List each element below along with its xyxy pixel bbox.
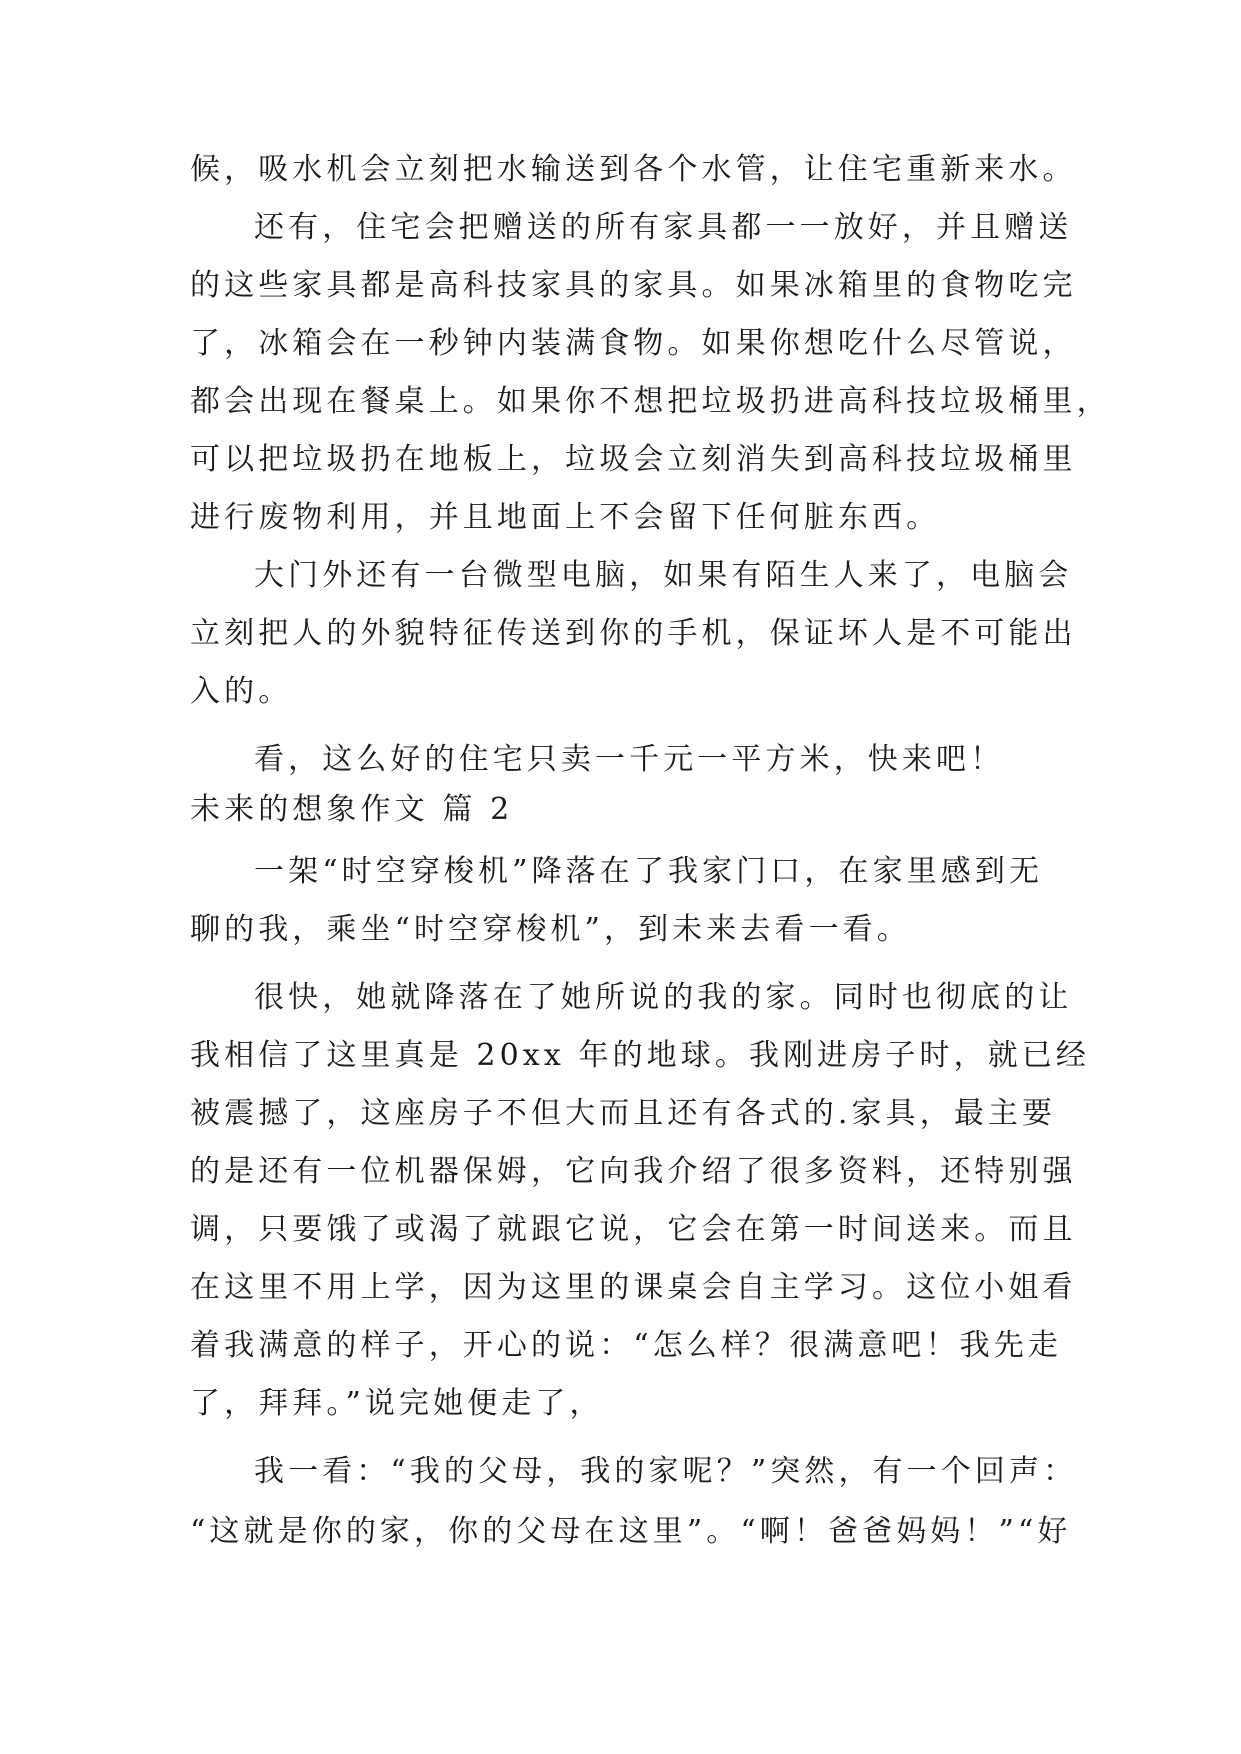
text-line: “这就是你的家，你的父母在这里”。“啊！爸爸妈妈！”“好 — [190, 1514, 1072, 1549]
paragraph-start-line: 很快，她就降落在了她所说的我的家。同时也彻底的让 — [254, 980, 1073, 1015]
section-heading: 未来的想象作文 篇 2 — [190, 792, 514, 827]
text-line: 立刻把人的外貌特征传送到你的手机，保证坏人是不可能出 — [190, 616, 1077, 651]
text-line: 的这些家具都是高科技家具的家具。如果冰箱里的食物吃完 — [190, 268, 1077, 303]
paragraph-start-line: 还有，住宅会把赠送的所有家具都一一放好，并且赠送 — [254, 210, 1073, 245]
paragraph-start-line: 看，这么好的住宅只卖一千元一平方米，快来吧！ — [254, 742, 1005, 777]
text-line: 了，冰箱会在一秒钟内装满食物。如果你想吃什么尽管说， — [190, 326, 1077, 361]
paragraph-start-line: 大门外还有一台微型电脑，如果有陌生人来了，电脑会 — [254, 558, 1073, 593]
text-line: 我相信了这里真是 20xx 年的地球。我刚进房子时，就已经 — [190, 1038, 1090, 1073]
text-line: 在这里不用上学，因为这里的课桌会自主学习。这位小姐看 — [190, 1270, 1077, 1305]
paragraph-start-line: 一架“时空穿梭机”降落在了我家门口，在家里感到无 — [254, 854, 1044, 889]
text-line: 入的。 — [190, 674, 293, 709]
text-line: 进行废物利用，并且地面上不会留下任何脏东西。 — [190, 500, 941, 535]
text-line: 被震撼了，这座房子不但大而且还有各式的.家具，最主要 — [190, 1096, 1057, 1131]
text-line: 调，只要饿了或渴了就跟它说，它会在第一时间送来。而且 — [190, 1212, 1077, 1247]
text-line: 候，吸水机会立刻把水输送到各个水管，让住宅重新来水。 — [190, 152, 1077, 187]
text-line: 都会出现在餐桌上。如果你不想把垃圾扔进高科技垃圾桶里， — [190, 384, 1111, 419]
text-line: 着我满意的样子，开心的说：“怎么样？很满意吧！我先走 — [190, 1328, 1062, 1363]
paragraph-start-line: 我一看：“我的父母，我的家呢？”突然，有一个回声： — [254, 1454, 1078, 1489]
text-line: 了，拜拜。”说完她便走了， — [190, 1386, 604, 1421]
text-line: 聊的我，乘坐“时空穿梭机”，到未来去看一看。 — [190, 912, 911, 947]
text-line: 可以把垃圾扔在地板上，垃圾会立刻消失到高科技垃圾桶里 — [190, 442, 1077, 477]
text-line: 的是还有一位机器保姆，它向我介绍了很多资料，还特别强 — [190, 1154, 1077, 1189]
